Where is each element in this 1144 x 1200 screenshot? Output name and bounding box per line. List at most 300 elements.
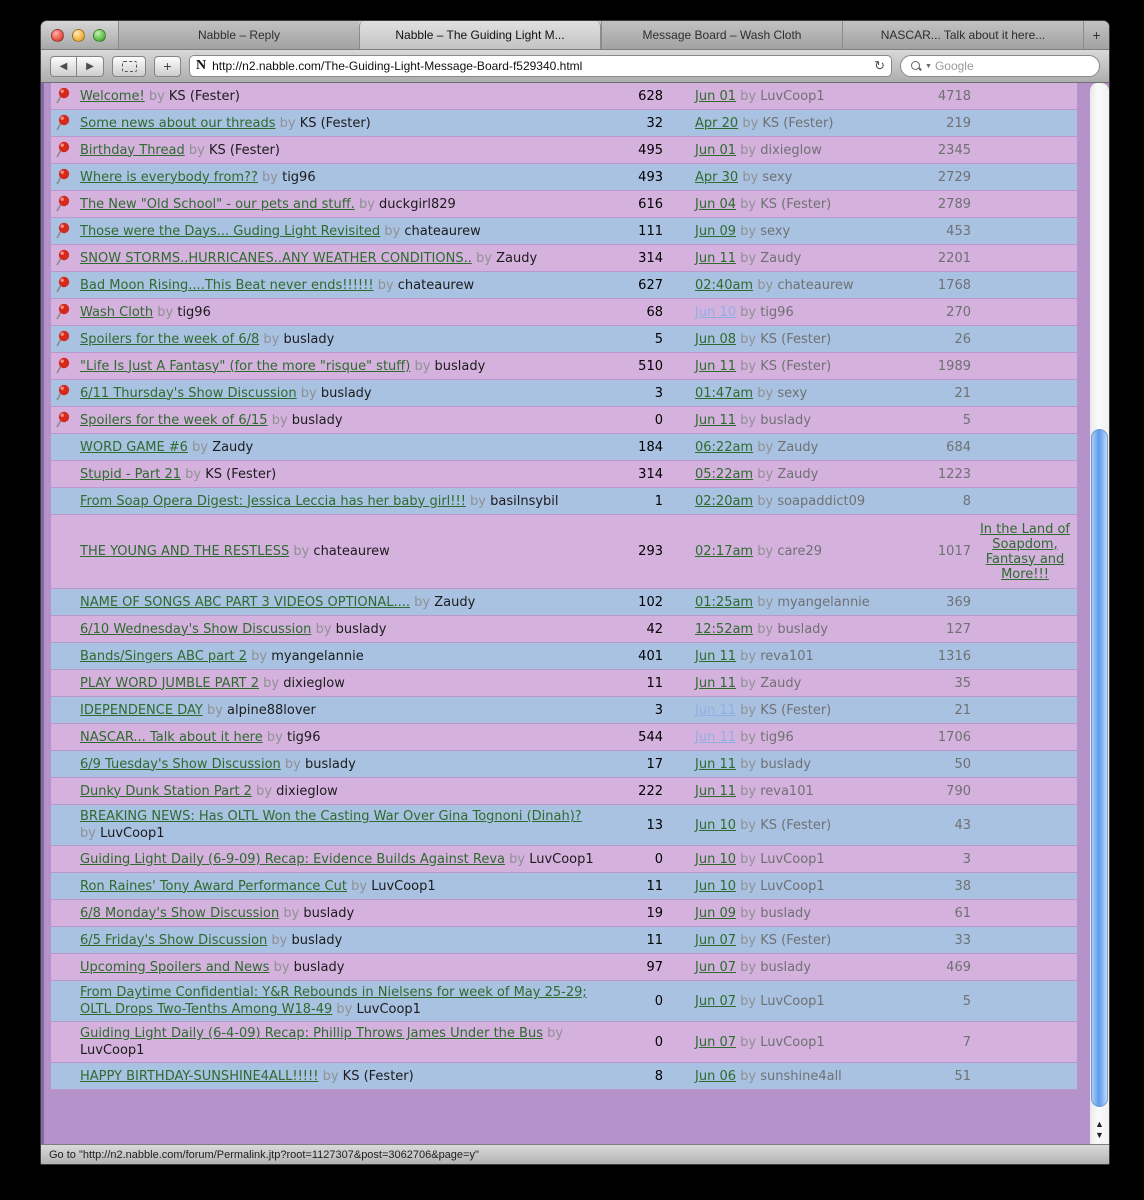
topic-row [51, 407, 1077, 434]
by-label: by [148, 88, 169, 104]
topic-row [51, 981, 1077, 1022]
topic-link[interactable]: 6/10 Wednesday's Show Discussion [80, 621, 312, 637]
pushpin-icon [54, 87, 72, 105]
topic-link[interactable]: The New "Old School" - our pets and stuff. [80, 196, 355, 212]
views-count: 1223 [937, 466, 971, 482]
by-label: by [192, 439, 213, 455]
last-post-date-link[interactable]: Jun 09 [695, 905, 736, 921]
topic-link[interactable]: 6/11 Thursday's Show Discussion [80, 385, 297, 401]
topic-title-cell [51, 702, 609, 719]
topic-title-cell [51, 959, 609, 976]
last-post-cell [667, 817, 913, 834]
by-label: by [414, 358, 435, 374]
tab-strip [118, 21, 1109, 49]
last-post-date-link[interactable]: Jun 10 [695, 817, 736, 833]
topic-link[interactable]: WORD GAME #6 [80, 439, 188, 455]
last-post-author: KS (Fester) [760, 358, 832, 374]
topic-link[interactable]: "Life Is Just A Fantasy" (for the more "risque" stuff) [80, 358, 411, 374]
last-post-date-link[interactable]: 12:52am [695, 621, 754, 637]
last-post-date-link[interactable]: Jun 01 [695, 88, 736, 104]
topic-author: buslady [304, 756, 356, 772]
topic-link[interactable]: Bands/Singers ABC part 2 [80, 648, 247, 664]
last-post-date-link[interactable]: 01:47am [695, 385, 754, 401]
topic-link[interactable]: Dunky Dunk Station Part 2 [80, 783, 252, 799]
last-post-author: tig96 [760, 304, 794, 320]
scroll-up-arrow-icon[interactable]: ▲ [1095, 1119, 1104, 1129]
pushpin-icon [54, 330, 72, 348]
topic-link[interactable]: Ron Raines' Tony Award Performance Cut [80, 878, 347, 894]
zoom-button[interactable] [93, 29, 106, 42]
tab-guiding-light-board[interactable] [359, 21, 601, 49]
last-post-cell [667, 493, 913, 510]
topic-row [51, 326, 1077, 353]
minimize-button[interactable] [72, 29, 85, 42]
views-count: 790 [946, 783, 971, 799]
last-post-date-link[interactable]: 02:20am [695, 493, 754, 509]
last-post-author: KS (Fester) [760, 331, 832, 347]
tab-nabble-reply[interactable] [118, 21, 359, 49]
search-input[interactable] [935, 59, 1090, 73]
topic-link[interactable]: NAME OF SONGS ABC PART 3 VIDEOS OPTIONAL.... [80, 594, 410, 610]
views-count: 2201 [937, 250, 971, 266]
topic-author: tig96 [177, 304, 211, 320]
last-post-date-link[interactable]: Jun 11 [695, 729, 736, 745]
replies-count: 0 [654, 412, 663, 428]
topic-title-cell [51, 493, 609, 510]
views-count: 51 [954, 1068, 971, 1084]
topic-link[interactable]: From Soap Opera Digest: Jessica Leccia has her baby girl!!! [80, 493, 466, 509]
topic-title-cell [51, 621, 609, 638]
last-post-author: sexy [777, 385, 808, 401]
topic-link[interactable]: Welcome! [80, 88, 145, 104]
last-post-author: buslady [760, 756, 812, 772]
by-label: by [740, 331, 761, 347]
last-post-cell [667, 993, 913, 1010]
topic-row [51, 616, 1077, 643]
topic-row [51, 1022, 1077, 1063]
last-post-author: myangelannie [777, 594, 870, 610]
topic-author: KS (Fester) [299, 115, 371, 131]
last-post-author: KS (Fester) [760, 196, 832, 212]
last-post-author: care29 [777, 544, 823, 559]
replies-count: 111 [638, 223, 663, 239]
views-count: 5 [962, 412, 971, 428]
replies-count: 184 [638, 439, 663, 455]
topic-author: KS (Fester) [205, 466, 277, 482]
scroll-down-arrow-icon[interactable]: ▼ [1095, 1130, 1104, 1140]
views-count: 61 [954, 905, 971, 921]
last-post-date-link[interactable]: Jun 11 [695, 702, 736, 718]
last-post-date-link[interactable]: Jun 04 [695, 196, 736, 212]
topic-link[interactable]: Upcoming Spoilers and News [80, 959, 270, 975]
replies-count: 314 [638, 250, 663, 266]
last-post-cell [667, 702, 913, 719]
last-post-author: sunshine4all [760, 1068, 842, 1084]
last-post-cell [667, 466, 913, 483]
topic-row [51, 589, 1077, 616]
views-count: 4718 [937, 88, 971, 104]
topic-link[interactable]: PLAY WORD JUMBLE PART 2 [80, 675, 260, 691]
last-post-date-link[interactable]: Jun 11 [695, 412, 736, 428]
last-post-cell [667, 675, 913, 692]
topic-link[interactable]: Birthday Thread [80, 142, 185, 158]
last-post-author: Zaudy [760, 675, 802, 691]
by-label: by [273, 959, 294, 975]
views-count: 1316 [937, 648, 971, 664]
last-post-cell [667, 543, 913, 560]
by-label: by [322, 1068, 343, 1084]
views-count: 453 [946, 223, 971, 239]
topic-title-cell [51, 304, 609, 321]
last-post-author: dixieglow [760, 142, 822, 158]
last-post-cell [667, 783, 913, 800]
views-count: 219 [946, 115, 971, 131]
topic-link[interactable]: HAPPY BIRTHDAY-SUNSHINE4ALL!!!!! [80, 1068, 319, 1084]
topic-title-cell [51, 169, 609, 186]
last-post-date-link[interactable]: Jun 08 [695, 331, 736, 347]
by-label: by [740, 702, 761, 718]
topic-row [51, 218, 1077, 245]
topic-title-cell [51, 756, 609, 773]
last-post-author: KS (Fester) [760, 702, 832, 718]
status-bar [41, 1144, 1109, 1164]
replies-count: 5 [654, 331, 663, 347]
topic-row [51, 110, 1077, 137]
last-post-author: Zaudy [777, 439, 819, 455]
replies-count: 0 [654, 1034, 663, 1050]
url-input[interactable] [212, 59, 868, 73]
topic-link[interactable]: Stupid - Part 21 [80, 466, 181, 482]
replies-count: 495 [638, 142, 663, 158]
views-count: 21 [954, 385, 971, 401]
last-post-cell [667, 196, 913, 213]
by-label: by [740, 1068, 761, 1084]
topic-author: KS (Fester) [168, 88, 240, 104]
new-tab-button[interactable]: + [1083, 21, 1109, 49]
back-icon: ◀ [59, 60, 68, 72]
topic-author: basilnsybil [490, 493, 559, 509]
topic-author: LuvCoop1 [356, 1002, 421, 1017]
topic-row [51, 434, 1077, 461]
topic-row [51, 846, 1077, 873]
vertical-scrollbar[interactable] [1089, 83, 1109, 1144]
last-post-author: sexy [762, 169, 793, 185]
last-post-cell [667, 932, 913, 949]
topic-title-cell [51, 1068, 609, 1085]
last-post-date-link[interactable]: Jun 01 [695, 142, 736, 158]
topic-link[interactable]: Wash Cloth [80, 304, 154, 320]
last-post-date-link[interactable]: Jun 07 [695, 932, 736, 948]
replies-count: 616 [638, 196, 663, 212]
last-post-cell [667, 385, 913, 402]
pushpin-icon [54, 114, 72, 132]
by-label: by [263, 331, 284, 347]
last-post-author: soapaddict09 [777, 493, 866, 509]
topic-author: buslady [291, 412, 343, 428]
topic-link[interactable]: Spoilers for the week of 6/8 [80, 331, 260, 347]
topic-link[interactable]: IDEPENDENCE DAY [80, 702, 203, 718]
last-post-date-link[interactable]: 02:17am [695, 544, 754, 559]
replies-count: 13 [646, 817, 663, 833]
topic-row [51, 299, 1077, 326]
topic-row [51, 137, 1077, 164]
last-post-cell [667, 115, 913, 132]
last-post-date-link[interactable]: 06:22am [695, 439, 754, 455]
topic-author: KS (Fester) [208, 142, 280, 158]
address-bar[interactable] [189, 55, 892, 77]
topic-author: tig96 [282, 169, 316, 185]
topic-author: buslady [303, 905, 355, 921]
by-label: by [757, 621, 778, 637]
views-count: 38 [954, 878, 971, 894]
views-count: 21 [954, 702, 971, 718]
topic-title-cell [51, 1025, 609, 1059]
by-label: by [740, 756, 761, 772]
topic-link[interactable]: Spoilers for the week of 6/15 [80, 412, 268, 428]
by-label: by [740, 817, 761, 833]
topic-author: duckgirl829 [379, 196, 456, 212]
topic-link[interactable]: THE YOUNG AND THE RESTLESS [80, 544, 290, 559]
replies-count: 510 [638, 358, 663, 374]
last-post-author: buslady [777, 621, 829, 637]
by-label: by [740, 675, 761, 691]
scrollbar-thumb[interactable] [1091, 429, 1108, 1107]
views-count: 469 [946, 959, 971, 975]
views-count: 270 [946, 304, 971, 320]
last-post-date-link[interactable]: 02:40am [695, 277, 754, 293]
last-post-date-link[interactable]: Jun 07 [695, 1034, 736, 1050]
by-label: by [336, 1002, 357, 1017]
topic-link[interactable]: Those were the Days... Guding Light Revisited [80, 223, 381, 239]
topic-author: KS (Fester) [342, 1068, 414, 1084]
topic-author: Zaudy [212, 439, 254, 455]
by-label: by [384, 223, 405, 239]
reload-icon[interactable]: ↻ [874, 58, 885, 73]
last-post-cell [667, 358, 913, 375]
last-post-date-link[interactable]: 01:25am [695, 594, 754, 610]
top-sites-button[interactable] [112, 56, 146, 77]
page-content [41, 83, 1109, 1144]
forward-icon: ▶ [86, 60, 94, 72]
views-count: 127 [946, 621, 971, 637]
topic-title-cell [51, 142, 609, 159]
topic-title-cell [51, 851, 609, 868]
views-count: 35 [954, 675, 971, 691]
topic-author: LuvCoop1 [100, 826, 165, 841]
replies-count: 11 [646, 675, 663, 691]
topic-link[interactable]: From Daytime Confidential: Y&R Rebounds in Nielsens for week of May 25-29; OLTL Drops Two-Tenths Among W18-49 [80, 985, 587, 1017]
replies-count: 1 [654, 493, 663, 509]
last-post-date-link[interactable]: Jun 11 [695, 675, 736, 691]
last-post-date-link[interactable]: Jun 06 [695, 1068, 736, 1084]
last-post-date-link[interactable]: Jun 11 [695, 358, 736, 374]
forward-button[interactable] [77, 56, 104, 77]
topic-title-cell [51, 277, 609, 294]
topic-author: LuvCoop1 [371, 878, 436, 894]
last-post-date-link[interactable]: Jun 11 [695, 756, 736, 772]
close-button[interactable] [51, 29, 64, 42]
replies-count: 3 [654, 385, 663, 401]
topic-title-cell [51, 932, 609, 949]
pushpin-icon [54, 195, 72, 213]
by-label: by [351, 878, 372, 894]
topic-link[interactable]: 6/8 Monday's Show Discussion [80, 905, 280, 921]
topic-row [51, 83, 1077, 110]
by-label: by [740, 878, 761, 894]
last-post-cell [667, 959, 913, 976]
title-bar[interactable] [41, 21, 1109, 50]
topic-link[interactable]: NASCAR... Talk about it here [80, 729, 263, 745]
topic-link[interactable]: Bad Moon Rising....This Beat never ends!!!!!! [80, 277, 374, 293]
by-label: by [740, 304, 761, 320]
tab-wash-cloth[interactable] [601, 21, 842, 49]
pushpin-icon [54, 168, 72, 186]
last-post-cell [667, 223, 913, 240]
browser-window [40, 20, 1110, 1165]
views-count: 2729 [937, 169, 971, 185]
topic-title-cell [51, 648, 609, 665]
topic-row [51, 697, 1077, 724]
replies-count: 19 [646, 905, 663, 921]
replies-count: 314 [638, 466, 663, 482]
tab-label: NASCAR... Talk about it here... [880, 28, 1046, 42]
topic-title-cell [51, 385, 609, 402]
pushpin-icon [54, 222, 72, 240]
topic-link[interactable]: Where is everybody from?? [80, 169, 258, 185]
subforum-link[interactable]: In the Land of Soapdom, Fantasy and More!!! [979, 521, 1071, 582]
by-label: by [757, 493, 778, 509]
replies-count: 401 [638, 648, 663, 664]
status-text: Go to "http://n2.nabble.com/forum/Permalink.jtp?root=1127307&post=3062706&page=y" [49, 1148, 479, 1161]
nav-buttons [50, 56, 104, 77]
last-post-date-link[interactable]: Jun 11 [695, 250, 736, 266]
tab-nascar[interactable] [842, 21, 1083, 49]
topic-title-cell [51, 250, 609, 267]
replies-count: 222 [638, 783, 663, 799]
last-post-author: buslady [760, 905, 812, 921]
by-label: by [284, 756, 305, 772]
last-post-cell [667, 412, 913, 429]
by-label: by [262, 169, 283, 185]
last-post-date-link[interactable]: Jun 10 [695, 304, 736, 320]
toolbar [41, 50, 1109, 83]
topic-row [51, 380, 1077, 407]
by-label: by [740, 358, 761, 374]
topic-link[interactable]: 6/5 Friday's Show Discussion [80, 932, 268, 948]
topic-author: buslady [335, 621, 387, 637]
topic-title-cell [51, 439, 609, 456]
last-post-cell [667, 169, 913, 186]
views-count: 43 [954, 817, 971, 833]
add-bookmark-button[interactable]: + [154, 56, 181, 77]
last-post-date-link[interactable]: Jun 10 [695, 851, 736, 867]
last-post-date-link[interactable]: Jun 07 [695, 959, 736, 975]
pushpin-icon [54, 249, 72, 267]
topic-link[interactable]: 6/9 Tuesday's Show Discussion [80, 756, 281, 772]
topic-row [51, 488, 1077, 515]
last-post-cell [667, 905, 913, 922]
topic-author: buslady [291, 932, 343, 948]
topic-row [51, 515, 1077, 589]
pushpin-icon [54, 303, 72, 321]
pushpin-icon [54, 276, 72, 294]
topic-author: buslady [320, 385, 372, 401]
topic-link[interactable]: Some news about our threads [80, 115, 276, 131]
topic-author: tig96 [286, 729, 321, 745]
views-count: 7 [962, 1034, 971, 1050]
topic-link[interactable]: Guiding Light Daily (6-4-09) Recap: Phillip Throws James Under the Bus [80, 1026, 543, 1041]
topic-title-cell [51, 808, 609, 842]
topic-title-cell [51, 196, 609, 213]
by-label: by [271, 412, 292, 428]
last-post-author: reva101 [760, 783, 814, 799]
replies-count: 32 [646, 115, 663, 131]
by-label: by [470, 493, 491, 509]
by-label: by [358, 196, 380, 212]
search-dropdown-caret[interactable]: ▼ [925, 62, 932, 70]
last-post-date-link[interactable]: Jun 09 [695, 223, 736, 239]
topic-author: myangelannie [271, 648, 364, 664]
last-post-cell [667, 331, 913, 348]
by-label: by [740, 88, 761, 104]
by-label: by [271, 932, 292, 948]
topic-link[interactable]: BREAKING NEWS: Has OLTL Won the Casting War Over Gina Tognoni (Dinah)? [80, 809, 582, 824]
last-post-date-link[interactable]: Apr 30 [695, 169, 739, 185]
last-post-date-link[interactable]: Jun 11 [695, 648, 736, 664]
topic-title-cell [51, 878, 609, 895]
by-label: by [206, 702, 228, 718]
by-label: by [757, 594, 778, 610]
topic-author: Zaudy [496, 250, 538, 266]
by-label: by [547, 1026, 564, 1041]
replies-count: 11 [646, 878, 663, 894]
last-post-author: Zaudy [777, 466, 819, 482]
topic-author: buslady [283, 331, 335, 347]
last-post-date-link[interactable]: Jun 07 [695, 993, 736, 1009]
topic-link[interactable]: SNOW STORMS..HURRICANES..ANY WEATHER CONDITIONS.. [80, 250, 472, 266]
last-post-date-link[interactable]: Jun 10 [695, 878, 736, 894]
topic-row [51, 164, 1077, 191]
last-post-cell [667, 621, 913, 638]
last-post-date-link[interactable]: Apr 20 [695, 115, 739, 131]
replies-count: 42 [646, 621, 663, 637]
views-count: 1017 [937, 544, 971, 559]
topic-title-cell [51, 543, 609, 560]
by-label: by [185, 466, 206, 482]
topic-link[interactable]: Guiding Light Daily (6-9-09) Recap: Evidence Builds Against Reva [80, 851, 505, 867]
by-label: by [300, 385, 321, 401]
replies-count: 11 [646, 932, 663, 948]
replies-count: 3 [654, 702, 663, 718]
window-controls [41, 21, 118, 49]
last-post-date-link[interactable]: 05:22am [695, 466, 754, 482]
last-post-cell [667, 250, 913, 267]
topic-title-cell [51, 115, 609, 132]
site-favicon: N [196, 58, 207, 73]
topic-title-cell [51, 729, 609, 746]
topic-author: chateaurew [397, 277, 475, 293]
back-button[interactable] [50, 56, 77, 77]
last-post-date-link[interactable]: Jun 11 [695, 783, 736, 799]
topic-row [51, 1063, 1077, 1090]
by-label: by [476, 250, 497, 266]
replies-count: 17 [646, 756, 663, 772]
by-label: by [740, 142, 761, 158]
replies-count: 102 [638, 594, 663, 610]
search-field[interactable] [900, 55, 1100, 77]
views-count: 33 [954, 932, 971, 948]
views-count: 2789 [937, 196, 971, 212]
